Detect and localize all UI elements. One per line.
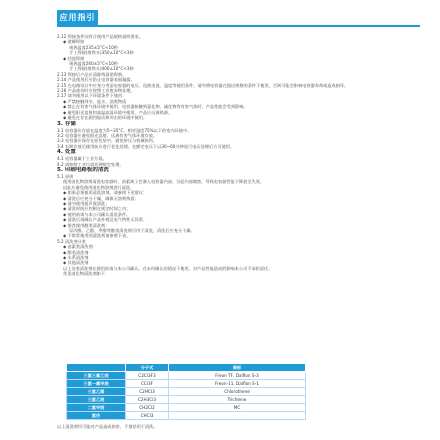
text-line: ◆ 清洗后请确认产品外观及电气特性无异常。 — [63, 217, 148, 223]
header-rule — [57, 25, 420, 27]
text-line: 3.1 电容器应存放在温度为5~35°C、相对湿度75%以下的室内环境中。 — [57, 127, 192, 133]
formula-cell: C2H3Cl3 — [126, 396, 169, 404]
table-row — [67, 396, 306, 404]
table-row — [67, 372, 306, 380]
text-line: 4.2 请按照工业垃圾处理规定处理。 — [57, 161, 124, 167]
text-line: ◆ 如果必须使用清洗溶剂，请参照下述建议： — [63, 190, 148, 196]
text-line: ◆ 醇类清洗剂 — [63, 249, 89, 255]
text-line: ◆ 避免阳光直射和高温高湿环境中使用，产品应远离热源。 — [63, 109, 173, 115]
text-line: 因此应避免使用卤化物溶剂进行清洗。 — [63, 184, 135, 190]
text-line: 2.13 焊接后产品应清除残留助焊剂。 — [57, 71, 127, 77]
text-line: 4.1 电容器属于工业垃圾。 — [57, 156, 107, 162]
table-body — [67, 372, 306, 420]
footer-note: 以上清洗剂均可能对产品造成损害，不推荐用于清洗。 — [57, 424, 158, 429]
text-line: 预热温度260±5°C<10秒 — [69, 61, 118, 67]
text-line: 2.17 请勿使用以下环境条件下使用： — [57, 93, 127, 99]
solvent-name-cell: 三氯乙烷 — [67, 396, 126, 404]
trade-name-cell — [169, 412, 306, 420]
text-line: ◆ 推荐使用醇类清洗剂： — [63, 222, 110, 228]
text-line: 5.1 原则 — [57, 173, 74, 179]
section-heading: 5. 印刷电路板的清洗 — [57, 166, 109, 173]
text-line: 2.12 焊接条件因符合使用产品规格说明要求。 — [57, 34, 144, 39]
trade-name-cell: Chlorothene — [169, 388, 306, 396]
text-line: ◆ 使用前请与本公司确认清洗条件。 — [63, 211, 131, 217]
trade-name-cell: MC — [169, 404, 306, 412]
solvent-name-cell: 三氯三氟乙烷 — [67, 372, 126, 380]
solvent-name-cell: 二氯甲烷 — [67, 404, 126, 412]
table-row — [67, 380, 306, 388]
text-line: 3.3 电容器应保存在原包装中，避免挤压与机械损伤。 — [57, 138, 158, 144]
text-line: 异丙醇、乙醇、甲醇等醇类清洗剂可用于清洗，清洗后应充分干燥。 — [69, 228, 195, 233]
text-line: ◆ 回流焊接 — [63, 55, 85, 61]
text-line: ◆ 请勿使用超声波清洗； — [63, 200, 110, 206]
table-header-name — [67, 364, 126, 372]
text-line: 使用卤化物溶剂清洗电容器时，卤素离子会渗入电容器内部，引起内部腐蚀，导致电容器性能下降甚至失效， — [63, 179, 265, 185]
table-header-trade: 商标 — [169, 364, 306, 372]
section-heading: 3. 存储 — [57, 120, 76, 127]
solvent-name-cell: 三氯一氟甲烷 — [67, 380, 126, 388]
trade-name-cell: Freon TF, Daiflon S-3 — [169, 372, 306, 380]
text-line: ◆ 水系清洗剂 — [63, 255, 89, 261]
text-line: 手工焊接(烙铁头)400±10°C<3秒 — [69, 66, 134, 72]
formula-cell: CHCl3 — [126, 412, 169, 420]
table-header-formula: 分子式 — [126, 364, 169, 372]
trade-name-cell: Freon-11, Daiflon S-1 — [169, 380, 306, 388]
formula-cell: C2Cl3F3 — [126, 372, 169, 380]
text-line: 2.16 产品废弃时应按照工业废弃物处理。 — [57, 88, 135, 94]
table-row — [67, 388, 306, 396]
section-tag: 应用指引 — [57, 10, 98, 25]
solvent-name-cell: 三氯乙烯 — [67, 388, 126, 396]
text-line: 预热温度235±5°C<10秒 — [69, 44, 118, 50]
solvent-name-cell: 氯仿 — [67, 412, 126, 420]
text-line: 常见卤化物清洗剂如下： — [63, 271, 110, 277]
text-line: 3.2 电容器应避免阳光直射，远离有害气体环境存放。 — [57, 132, 158, 138]
table-header-row — [67, 364, 306, 372]
text-line: 5.2 清洗剂分类 — [57, 238, 86, 244]
text-line: 手工焊接(烙铁头)350±10°C<3秒 — [69, 50, 134, 56]
text-line: ◆ 严禁接触到水、盐水、油类物质 — [63, 98, 127, 104]
table-row — [67, 404, 306, 412]
text-line: 以上各类清洗剂在使用前请与本公司确认，在未经确认的情况下使用，对产品性能造成的影响本公司不承担责任。 — [63, 265, 273, 271]
trade-name-cell: Trichlene — [169, 396, 306, 404]
text-line: 2.14 产品使用后应防止电容器表面凝露。 — [57, 77, 135, 83]
text-line: ◆ 波峰焊接 — [63, 39, 85, 45]
text-line: ◆ 清洗时间应控制在规定时间之内； — [63, 206, 131, 212]
text-line: ◆ 禁止在有害气体环境中使用，电容器接触到氯化物、硫化物等有害气体时，产品性能会受到影响。 — [63, 104, 248, 110]
text-line: 3.4 长期存放后使用前应进行老化处理，在额定电压下以30~60分钟进行电压处理后方可使用。 — [57, 143, 235, 149]
text-line: ◆ 清洗后应充分干燥，确保无溶剂残留； — [63, 195, 139, 201]
document-body — [57, 34, 425, 277]
text-line: ◆ 避免在存在剧烈振动和冲击的环境中使用。 — [63, 115, 148, 121]
text-line: ◆ 卤素类清洗剂 — [63, 244, 93, 250]
text-line: 2.15 在电路设计中应充分考虑电容器的电压、纹波电流、温度等使用条件，请勿将电容器在超出规格的条件下使用，否则可能会影响电容器寿命或造成损坏。 — [57, 82, 349, 88]
table-row — [67, 412, 306, 420]
formula-cell: CCl3F — [126, 380, 169, 388]
formula-cell: C2HCl3 — [126, 388, 169, 396]
section-heading: 4. 处置 — [57, 149, 76, 156]
text-line: ◆ 不推荐使用的清洗剂请参照下表。 — [63, 233, 131, 239]
text-line: ◆ 其他清洗剂 — [63, 260, 89, 266]
solvent-table — [66, 363, 306, 420]
formula-cell: CH2Cl2 — [126, 404, 169, 412]
